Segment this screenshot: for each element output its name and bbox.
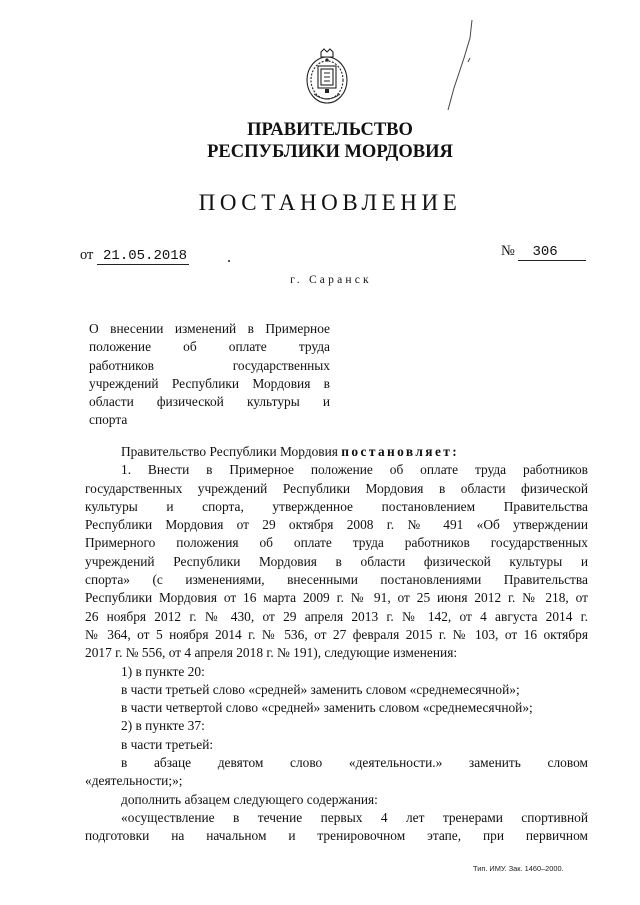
body-line: 26 ноября 2012 г. № 430, от 29 апреля 2013 г. № 142, от 4 августа 2014 г. — [85, 608, 588, 624]
body-line: в части третьей слово «средней» заменить словом «среднемесячной»; — [121, 681, 520, 697]
coat-of-arms-emblem — [302, 48, 352, 106]
subject-line: учреждений Республики Мордовия в — [89, 375, 330, 391]
document-type-title: ПОСТАНОВЛЕНИЕ — [198, 190, 462, 215]
body-line: в абзаце девятом слово «деятельности.» заменить словом — [121, 755, 588, 771]
date-prefix: от — [80, 247, 94, 263]
preamble-decree-word: постановляет: — [341, 444, 460, 459]
body-line: в части третьей: — [121, 736, 214, 752]
body-line: Республики Мордовия от 29 октября 2008 г. № 491 «Об утверждении — [85, 517, 588, 533]
government-title-line1: ПРАВИТЕЛЬСТВО — [247, 120, 413, 140]
body-line: «осуществление в течение первых 4 лет тренерами спортивной — [121, 809, 588, 825]
pen-mark — [440, 18, 480, 113]
body-text — [85, 443, 588, 846]
body-line: Примерного положения об оплате труда работников государственных — [85, 535, 588, 551]
body-line: 2) в пункте 37: — [121, 718, 205, 734]
subject-line: спорта — [89, 412, 128, 428]
city-line: г. Саранск — [290, 274, 372, 286]
subject-line: работников государственных — [89, 357, 330, 373]
date-value: 21.05.2018 — [97, 248, 189, 265]
body-line: «деятельности;»; — [85, 773, 183, 789]
body-line: № 364, от 5 ноября 2014 г. № 536, от 27 февраля 2015 г. № 103, от 16 октября — [85, 626, 588, 642]
number-value: 306 — [518, 244, 586, 261]
subject-line: положение об оплате труда — [89, 339, 330, 355]
body-line: подготовки на начальном и тренировочном этапе, при первичном — [85, 828, 588, 844]
subject-line: О внесении изменений в Примерное — [89, 321, 330, 336]
subject-line: области физической культуры и — [89, 394, 330, 410]
body-line: учреждений Республики Мордовия в области физической культуры и — [85, 553, 588, 569]
preamble-line — [85, 443, 588, 461]
body-line: 1) в пункте 20: — [121, 663, 205, 679]
body-line: государственных учреждений Республики Мордовия в области физической — [85, 480, 588, 496]
body-line: спорта» (с изменениями, внесенными постановлениями Правительства — [85, 572, 588, 588]
scan-speck — [228, 260, 230, 262]
body-line: в части четвертой слово «средней» заменить словом «среднемесячной»; — [121, 700, 533, 716]
body-line: 1. Внести в Примерное положение об оплате труда работников — [121, 462, 588, 478]
body-line: культуры и спорта, утвержденное постановлением Правительства — [85, 498, 588, 514]
preamble-text: Правительство Республики Мордовия — [121, 444, 342, 459]
government-title-line2: РЕСПУБЛИКИ МОРДОВИЯ — [207, 142, 453, 162]
number-field — [501, 243, 586, 261]
date-field — [80, 247, 189, 265]
body-line: дополнить абзацем следующего содержания: — [121, 791, 378, 807]
print-mark: Тип. ИМУ. Зак. 1460–2000. — [473, 864, 564, 873]
subject-block — [89, 320, 330, 430]
body-line: 2017 г. № 556, от 4 апреля 2018 г. № 191), следующие изменения: — [85, 645, 458, 661]
number-prefix: № — [501, 243, 515, 259]
body-line: Республики Мордовия от 16 марта 2009 г. № 91, от 25 июня 2012 г. № 218, от — [85, 590, 588, 606]
